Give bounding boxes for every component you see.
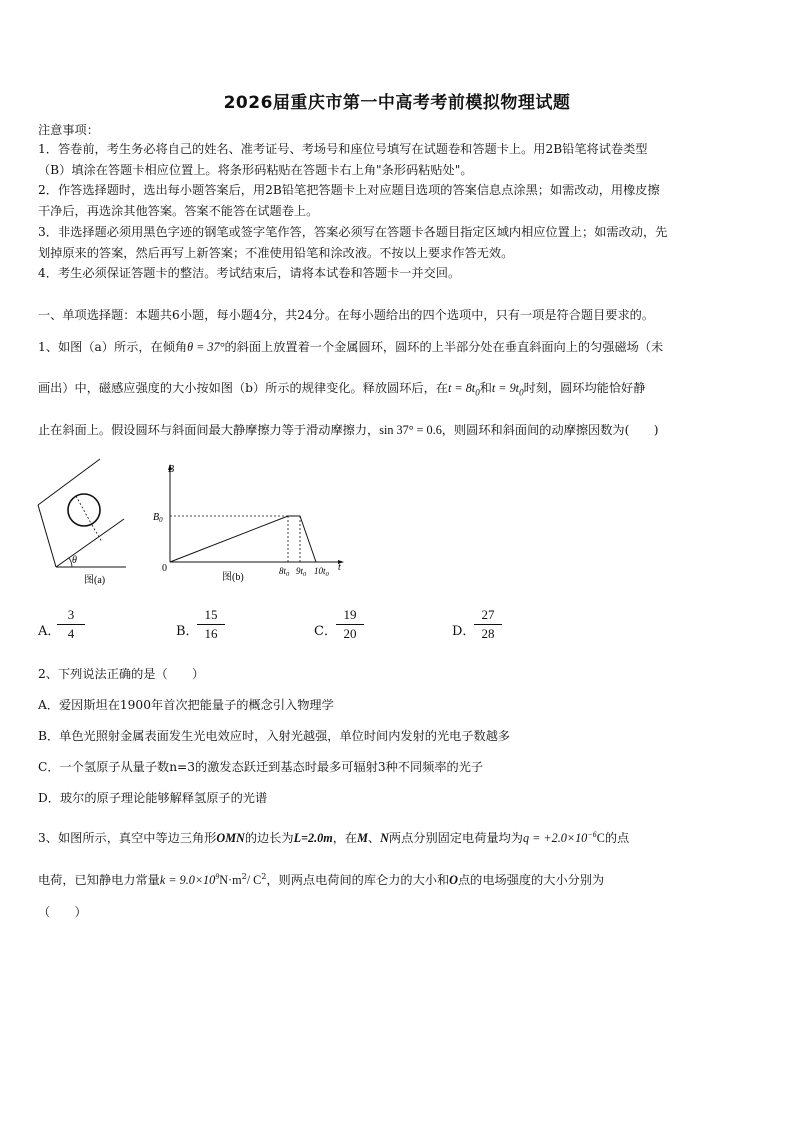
q1-stem-line1: 1、如图（a）所示，在倾角θ = 37°的斜面上放置着一个金属圆环，圆环的上半部分处在垂直斜面向上的匀强磁场（未 [38, 340, 664, 354]
figure-a-caption: 图(a) [84, 575, 106, 586]
x-tick-label: $9t_0$ [296, 566, 307, 578]
option-d-fraction: $\frac{27}{28}$ [474, 607, 502, 642]
q2-stem: 2、下列说法正确的是（ ） [38, 667, 205, 681]
notice-item: 1．答卷前，考生务必将自己的姓名、准考证号、考场号和座位号填写在试题卷和答题卡上。用2B铅笔将试卷类型 [38, 142, 648, 156]
section-heading: 一、单项选择题：本题共6小题，每小题4分，共24分。在每小题给出的四个选项中，只有一项是符合题目要求的。 [38, 308, 655, 322]
sin-expression: sin 37° = 0.6 [379, 423, 442, 437]
notice-item: （B）填涂在答题卡相应位置上。将条形码粘贴在答题卡右上角"条形码粘贴处"。 [38, 163, 473, 177]
q3-stem-line1: 3、如图所示，真空中等边三角形OMN的边长为L=2.0m，在M、N两点分别固定电荷量均为$q = +2.0\times 10^{-6}C$的点 [38, 830, 630, 846]
option-a-fraction: $\frac{3}{4}$ [57, 607, 85, 642]
figure-b-caption: 图(b) [222, 572, 244, 583]
option-b-fraction: $\frac{15}{16}$ [197, 607, 225, 642]
angle-label: θ [72, 555, 77, 566]
y-tick-label: $B_0$ [153, 512, 163, 524]
x-tick-label: $10t_0$ [314, 566, 329, 578]
q2-option-a: A．爱因斯坦在1900年首次把能量子的概念引入物理学 [38, 698, 334, 712]
angle-expression: θ = 37° [187, 340, 225, 354]
x-axis-label: t [338, 562, 341, 573]
notice-item: 干净后，再选涂其他答案。答案不能答在试题卷上。 [38, 204, 319, 218]
notice-item: 3．非选择题必须用黑色字迹的钢笔或签字笔作答，答案必须写在答题卡各题目指定区域内相应位置上；如需改动，先 [38, 225, 668, 239]
notice-item: 划掉原来的答案，然后再写上新答案；不准使用铅笔和涂改液。不按以上要求作答无效。 [38, 246, 514, 260]
option-d-label: D． [452, 624, 476, 639]
q1-stem-line2: 画出）中，磁感应强度的大小按如图（b）所示的规律变化。释放圆环后，在$t = 8t_0$和$t = 9t_0$时刻，圆环均能恰好静 [38, 381, 646, 398]
x-tick-label: $8t_0$ [279, 566, 290, 578]
q2-option-d: D．玻尔的原子理论能够解释氢原子的光谱 [38, 791, 268, 805]
option-b-label: B． [176, 624, 199, 639]
origin-label: 0 [162, 563, 167, 574]
figure-a-incline [34, 455, 159, 590]
figure-b-graph [152, 458, 352, 588]
q2-option-b: B．单色光照射金属表面发生光电效应时，入射光越强，单位时间内发射的光电子数越多 [38, 729, 511, 743]
option-c-fraction: $\frac{19}{20}$ [336, 607, 364, 642]
notice-item: 2．作答选择题时，选出每小题答案后，用2B铅笔把答题卡上对应题目选项的答案信息点涂黑；如需改动，用橡皮擦 [38, 183, 660, 197]
y-axis-label: B [168, 464, 175, 475]
q3-answer-blank: （ ） [38, 905, 87, 919]
page-title: 2026届重庆市第一中高考考前模拟物理试题 [223, 93, 571, 113]
q1-stem-line3: 止在斜面上。假设圆环与斜面间最大静摩擦力等于滑动摩擦力，sin 37° = 0.6，则圆环和斜面间的动摩擦因数为( ) [38, 423, 659, 437]
notice-item: 4．考生必须保证答题卡的整洁。考试结束后，请将本试卷和答题卡一并交回。 [38, 266, 461, 280]
option-c-label: C． [314, 624, 337, 639]
notice-heading: 注意事项： [38, 123, 99, 137]
q3-stem-line2: 电荷，已知静电力常量$k = 9.0\times 10^9N\cdot m^2/$ $C^2$，则两点电荷间的库仑力的大小和O点的电场强度的大小分别为 [38, 872, 605, 888]
option-a-label: A． [38, 624, 61, 639]
q2-option-c: C．一个氢原子从量子数n=3的激发态跃迁到基态时最多可辐射3种不同频率的光子 [38, 760, 484, 774]
